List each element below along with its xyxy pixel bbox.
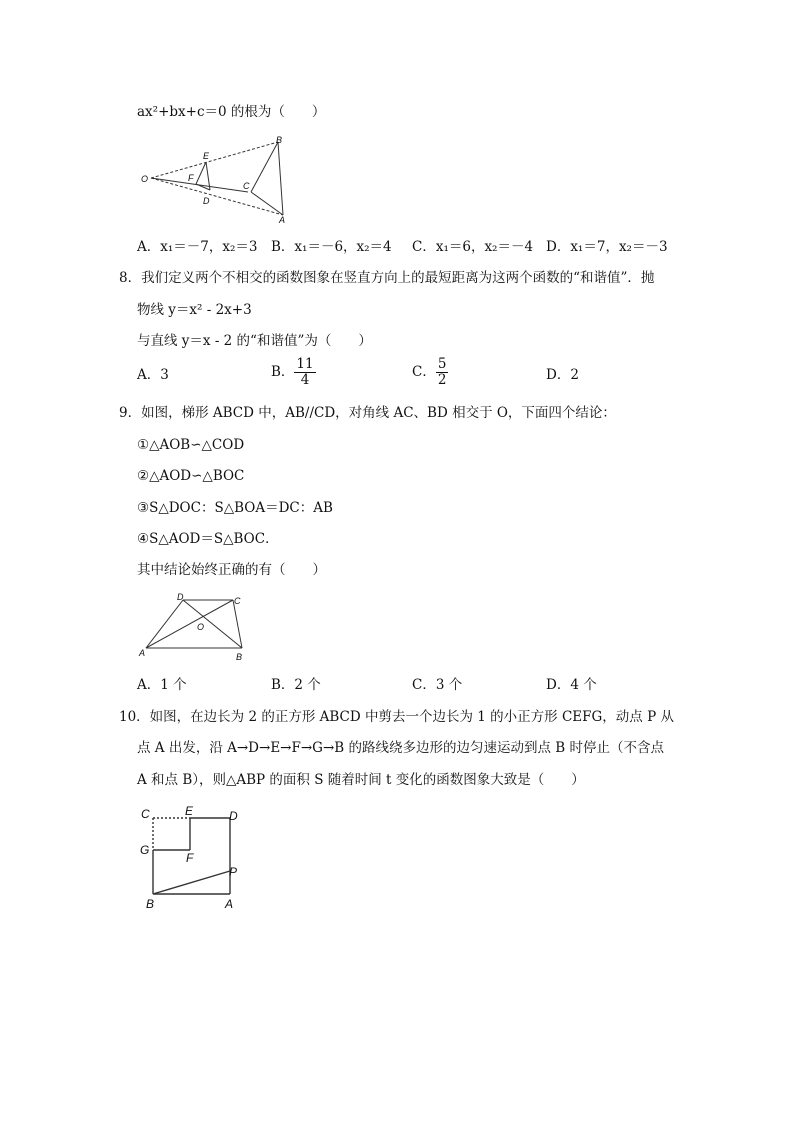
q8-option-b-fraction [294,357,315,388]
q8-option-c-prefix: C． [412,364,436,380]
q8-option-d: D．2 [546,367,579,383]
q8-line-2: 物线 y＝x² - 2x+3 [137,302,252,318]
q9-figure [137,590,252,665]
q9-conclusion-3: ③S△DOC：S△BOA＝DC：AB [137,500,333,516]
q8-option-b [271,357,316,388]
q7-label-O: O [141,174,149,184]
q9-option-a: A．1 个 [137,677,187,693]
q8-line-1: 8．我们定义两个不相交的函数图象在竖直方向上的最短距离为这两个函数的“和谐值”．抛 [119,270,655,286]
q7-figure [138,132,298,224]
q7-label-D: D [203,196,210,206]
q10-label-A: A [225,897,234,911]
q9-label-B: B [236,652,243,662]
q8-option-c-fraction [436,357,449,388]
q7-stem: ax²+bx+c＝0 的根为（ ） [137,104,326,120]
q9-option-c: C．3 个 [412,677,463,693]
q7-label-E: E [203,151,210,161]
q9-conclusion-2: ②△AOD∽△BOC [137,468,245,484]
q7-option-b: B．x₁＝－6，x₂＝4 [271,239,392,255]
q10-label-E: E [185,804,194,818]
q8-option-b-numerator: 11 [296,356,314,372]
q10-line-2: 点 A 出发，沿 A→D→E→F→G→B 的路线绕多边形的边匀速运动到点 B 时停止（不含点 [137,740,664,756]
q9-label-D: D [177,592,184,602]
q9-conclusion-1: ①△AOB∽△COD [137,437,245,453]
q7-option-c: C．x₁＝6，x₂＝－4 [412,239,534,255]
q10-label-C: C [141,807,150,821]
q10-label-F: F [186,851,194,865]
q10-figure [137,802,252,912]
q9-label-A: A [139,648,146,658]
q9-option-b: B．2 个 [271,677,321,693]
q9-option-d: D．4 个 [546,677,597,693]
q10-label-G: G [140,843,150,857]
q8-option-a: A．3 [137,367,169,383]
q10-label-P: P [229,865,238,879]
q8-option-c-denominator: 2 [437,372,447,388]
q10-line-3: A 和点 B），则△ABP 的面积 S 随着时间 t 变化的函数图象大致是（ ） [137,772,585,788]
q7-option-a: A．x₁＝－7，x₂＝3 [137,239,258,255]
q8-option-c-numerator: 5 [437,356,447,372]
q9-line-1: 9．如图，梯形 ABCD 中，AB//CD，对角线 AC、BD 相交于 O，下面四个结论： [119,405,616,421]
q8-option-b-denominator: 4 [300,372,310,388]
q8-line-3: 与直线 y＝x - 2 的“和谐值”为（ ） [137,333,372,349]
q7-label-B: B [276,135,283,145]
q10-label-B: B [146,897,155,911]
q9-conclusion-4: ④S△AOD＝S△BOC． [137,531,279,547]
q8-option-b-prefix: B． [271,364,295,380]
q9-label-C: C [234,596,241,606]
q7-label-C: C [243,181,250,191]
q7-option-d: D．x₁＝7，x₂＝－3 [546,239,668,255]
q7-label-F: F [188,173,194,183]
q7-label-A: A [279,215,286,224]
q9-label-O: O [197,622,205,632]
q10-label-D: D [229,809,238,823]
q9-question: 其中结论始终正确的有（ ） [137,562,326,578]
q8-option-c [412,357,448,388]
q10-line-1: 10．如图，在边长为 2 的正方形 ABCD 中剪去一个边长为 1 的小正方形 CEFG，动点 P 从 [119,709,674,725]
